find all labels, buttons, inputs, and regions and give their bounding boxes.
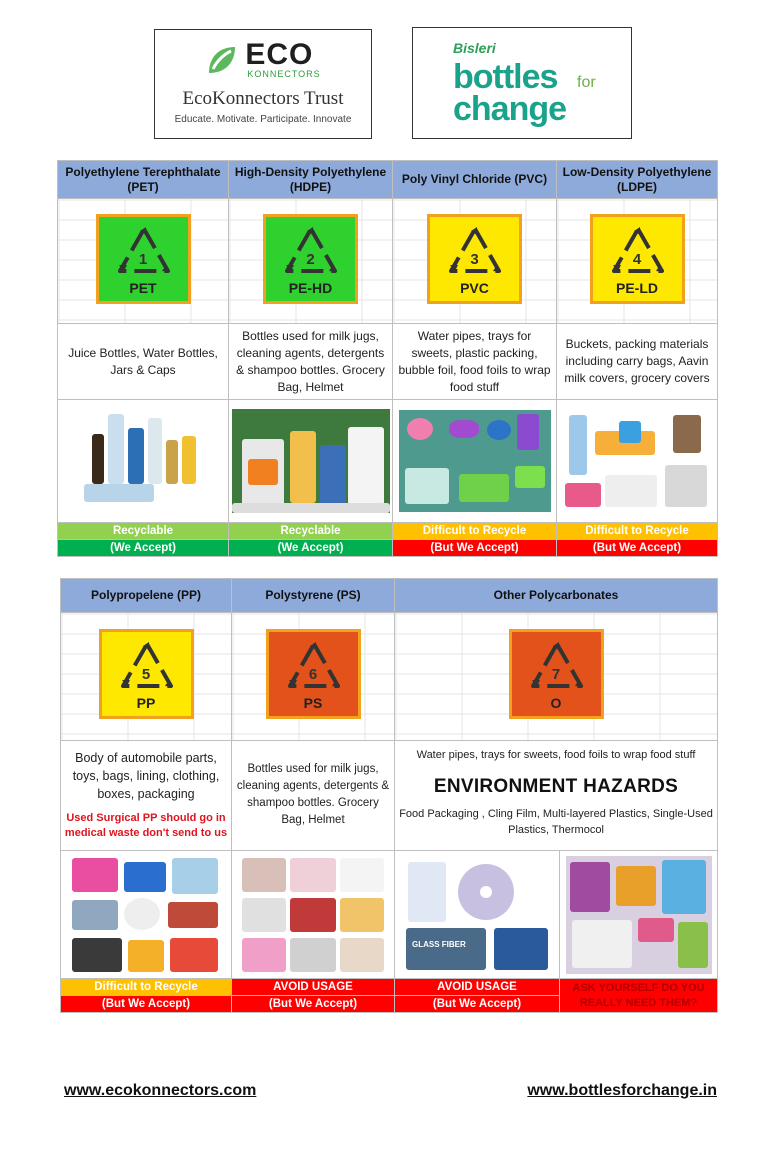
status-ps: AVOID USAGE — [232, 979, 395, 996]
eco-mark — [155, 40, 371, 80]
bottles-word: bottles — [453, 58, 558, 96]
accept-pet: (We Accept) — [58, 540, 229, 557]
photo-cell-hdpe — [229, 400, 393, 523]
bottles-for-change-logo — [412, 27, 632, 139]
ask-yourself-banner: ASK YOURSELF DO YOU REALLY NEED THEM? — [560, 979, 718, 1013]
items-ldpe: Buckets, packing materials including carry bags, Aavin milk covers, grocery covers — [564, 337, 710, 385]
items-other: Water pipes, trays for sweets, food foils to wrap food stuff — [416, 749, 696, 761]
header-ldpe: Low-Density Polyethylene (LDPE) — [557, 161, 718, 199]
photo-cell-pet — [58, 400, 229, 523]
ecokonnectors-website-link[interactable]: www.ecokonnectors.com — [64, 1082, 257, 1099]
recycle-symbol-1 — [96, 214, 191, 304]
environment-hazards-title: ENVIRONMENT HAZARDS — [433, 776, 679, 797]
symbol-cell-pvc — [393, 199, 557, 324]
status-pet: Recyclable — [58, 523, 229, 540]
header-ps: Polystyrene (PS) — [232, 579, 395, 613]
symbol-cell-ps — [232, 613, 395, 741]
photo-cell-ldpe — [557, 400, 718, 523]
accept-ldpe: (But We Accept) — [557, 540, 718, 557]
polycarbonate-products-image — [402, 856, 552, 974]
status-pvc: Difficult to Recycle — [393, 523, 557, 540]
glass-fiber-label: GLASS FIBER — [412, 939, 466, 949]
ps-products-image — [240, 856, 386, 974]
ecokonnectors-logo — [154, 29, 372, 139]
recycle-symbol-7 — [509, 629, 604, 719]
accept-pp: (But We Accept) — [61, 996, 232, 1013]
pet-products-image — [78, 414, 208, 509]
recycle-symbol-5 — [99, 629, 194, 719]
resin-number: 2 — [306, 250, 315, 268]
resin-code: PS — [303, 695, 323, 711]
eco-mark-text: ECO — [245, 38, 314, 71]
resin-number: 6 — [308, 666, 318, 683]
photo-cell-ps — [232, 851, 395, 979]
items-ps: Bottles used for milk jugs, cleaning agents, detergents & shampoo bottles. Grocery Bag, Helmet — [236, 763, 390, 826]
items-pp: Body of automobile parts, toys, bags, lining, clothing, boxes, packaging — [72, 751, 220, 801]
surgical-pp-warning: Used Surgical PP should go in medical waste don't send to us — [64, 812, 228, 839]
items-hdpe: Bottles used for milk jugs, cleaning agents, detergents & shampoo bottles. Grocery Bag, Helmet — [236, 328, 385, 394]
header-other: Other Polycarbonates — [395, 579, 718, 613]
resin-number: 5 — [141, 666, 151, 683]
hazard-products-image — [566, 856, 712, 974]
header-pp: Polypropelene (PP) — [61, 579, 232, 613]
resin-number: 4 — [632, 250, 642, 268]
header-pvc: Poly Vinyl Chloride (PVC) — [393, 161, 557, 199]
resin-code: PVC — [460, 279, 489, 296]
symbol-cell-pet — [58, 199, 229, 324]
symbol-cell-ldpe — [557, 199, 718, 324]
bottlesforchange-website-link[interactable]: www.bottlesforchange.in — [527, 1082, 717, 1099]
bisleri-brand: Bisleri — [453, 40, 496, 56]
header-pet: Polyethylene Terephthalate (PET) — [58, 161, 229, 199]
leaf-icon — [205, 43, 239, 77]
status-other: AVOID USAGE — [395, 979, 560, 996]
resin-number: 3 — [470, 250, 479, 268]
resin-code: O — [550, 695, 562, 711]
resin-code: PE-LD — [616, 279, 658, 296]
resin-number: 1 — [138, 250, 148, 268]
accept-hdpe: (We Accept) — [229, 540, 393, 557]
status-ldpe: Difficult to Recycle — [557, 523, 718, 540]
pvc-products-image — [399, 410, 551, 512]
photo-cell-hazards — [560, 851, 718, 979]
symbol-cell-hdpe — [229, 199, 393, 324]
trust-name: EcoKonnectors Trust — [182, 88, 344, 109]
symbol-cell-other — [395, 613, 718, 741]
photo-cell-pp — [61, 851, 232, 979]
recycle-symbol-3 — [427, 214, 522, 304]
hdpe-products-image — [232, 409, 390, 513]
recycle-symbol-2 — [263, 214, 358, 304]
status-pp: Difficult to Recycle — [61, 979, 232, 996]
photo-cell-pvc — [393, 400, 557, 523]
eco-sub-text: KONNECTORS — [247, 69, 321, 79]
items-pet: Juice Bottles, Water Bottles, Jars & Caps — [68, 345, 218, 377]
for-word: for — [577, 74, 596, 91]
resin-number: 7 — [551, 666, 561, 683]
status-hdpe: Recyclable — [229, 523, 393, 540]
change-word: change — [453, 90, 567, 128]
resin-code: PP — [136, 695, 156, 711]
trust-tagline: Educate. Motivate. Participate. Innovate — [174, 114, 352, 125]
plastics-table-bottom — [60, 578, 718, 1013]
pp-products-image — [70, 856, 222, 974]
environment-hazards-description: Food Packaging , Cling Film, Multi-layered Plastics, Single-Used Plastics, Thermocol — [399, 808, 713, 836]
recycle-symbol-4 — [590, 214, 685, 304]
resin-code: PE-HD — [288, 279, 333, 296]
items-pvc: Water pipes, trays for sweets, plastic packing, bubble foil, food foils to wrap food stuff — [398, 328, 551, 394]
plastics-table-top — [57, 160, 718, 557]
header-hdpe: High-Density Polyethylene (HDPE) — [229, 161, 393, 199]
accept-other: (But We Accept) — [395, 996, 560, 1013]
resin-code: PET — [129, 279, 157, 296]
recycle-symbol-6 — [266, 629, 361, 719]
photo-cell-other — [395, 851, 560, 979]
accept-pvc: (But We Accept) — [393, 540, 557, 557]
symbol-cell-pp — [61, 613, 232, 741]
ldpe-products-image — [561, 411, 713, 511]
accept-ps: (But We Accept) — [232, 996, 395, 1013]
